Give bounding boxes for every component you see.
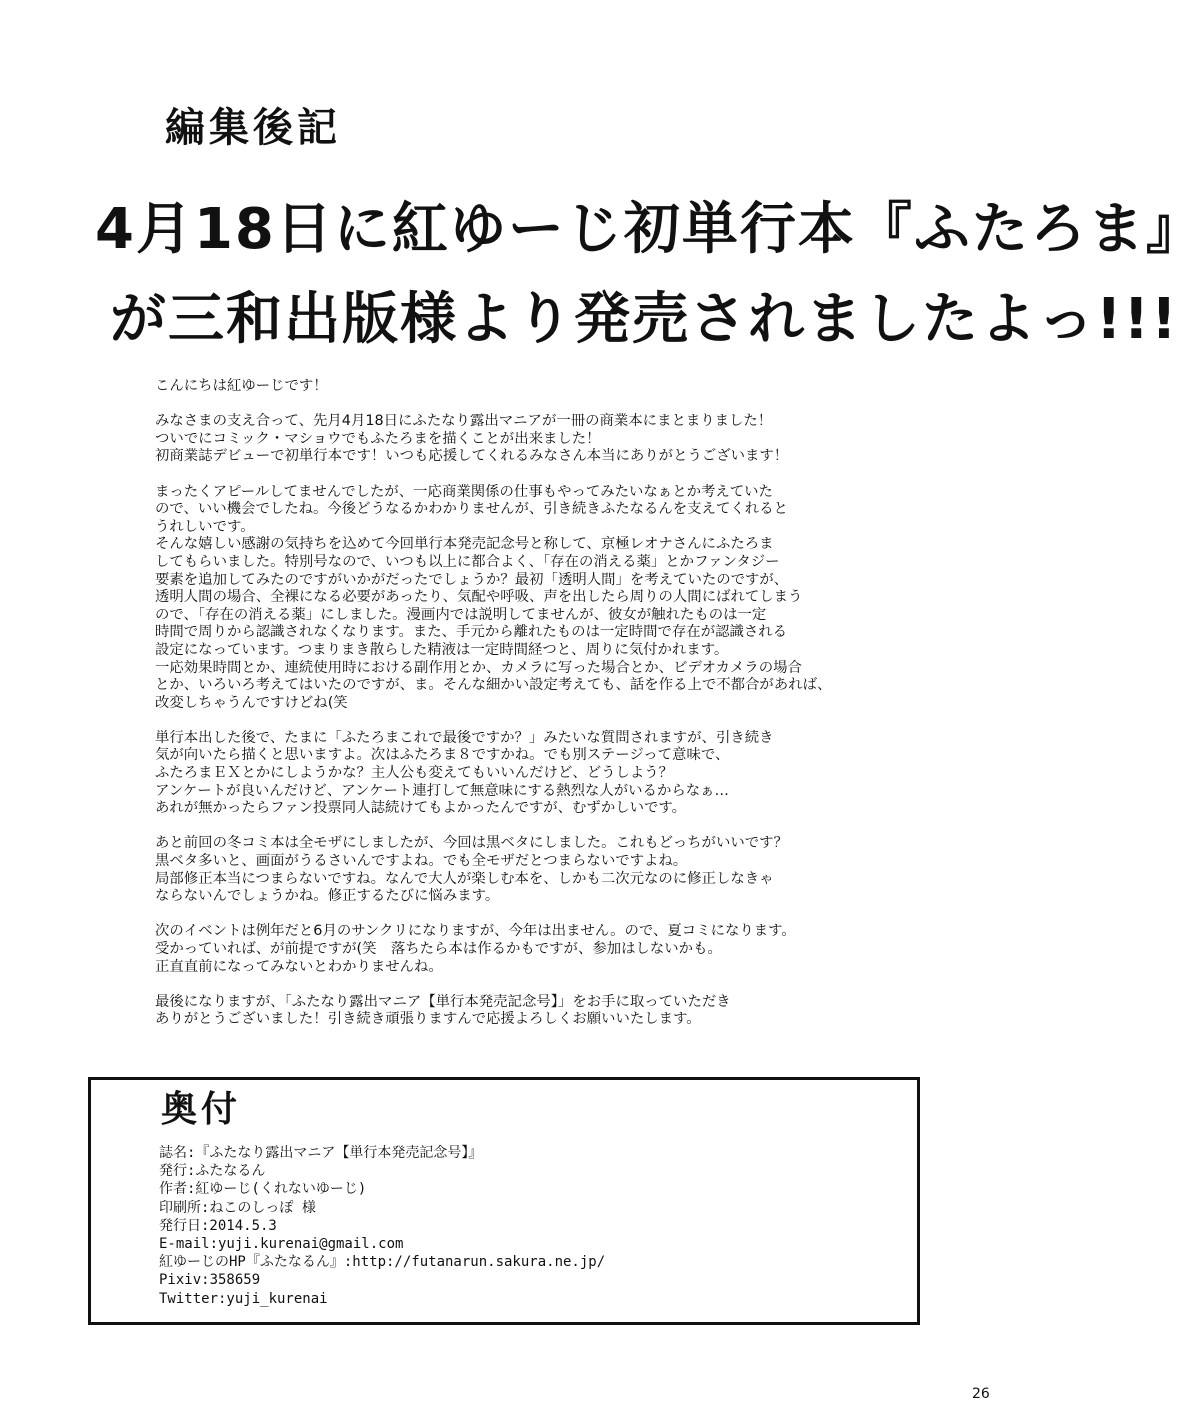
afterword-heading: 編集後記	[165, 105, 341, 151]
afterword-line: 正直直前になってみないとわかりませんね。	[155, 958, 443, 975]
colophon-twitter-line: Twitter:yuji_kurenai	[159, 1290, 328, 1307]
afterword-line: そんな嬉しい感謝の気持ちを込めて今回単行本発売記念号と称して、京極レオナさんにふたろま	[155, 536, 774, 553]
colophon-email-line: E-mail:yuji.kurenai@gmail.com	[159, 1236, 404, 1253]
afterword-line: 単行本出した後で、たまに「ふたろまこれで最後ですか？」みたいな質問されますが、引き続き	[155, 729, 774, 746]
afterword-line: ありがとうございました！引き続き頑張りますんで応援よろしくお願いいたします。	[155, 1011, 701, 1028]
afterword-line: 受かっていれば、が前提ですが(笑 落ちたら本は作るかもですが、参加はしないかも。	[155, 941, 722, 957]
afterword-line: 局部修正本当につまらないですね。なんで大人が楽しむ本を、しかも二次元なのに修正しなきゃ	[155, 870, 774, 887]
colophon-date-line: 発行日:2014.5.3	[159, 1217, 277, 1234]
afterword-line: ふたろまＥＸとかにしようかな？主人公も変えてもいいんだけど、どうしよう？	[155, 765, 674, 782]
afterword-line: こんにちは紅ゆーじです！	[155, 378, 328, 394]
afterword-line: あれが無かったらファン投票同人誌続けてもよかったんですが、むずかしいです。	[155, 800, 687, 817]
colophon-printer-line: 印刷所:ねこのしっぽ 様	[159, 1199, 316, 1216]
colophon-publisher-line: 発行:ふたなるん	[159, 1163, 266, 1180]
colophon-homepage-line: 紅ゆーじのHP『ふたなるん』:http://futanarun.sakura.ne.jp/	[159, 1254, 606, 1271]
colophon-list	[159, 1144, 605, 1308]
announcement-line: が三和出版様より発売されましたよっ!!!	[110, 287, 1179, 352]
afterword-line: とか、いろいろ考えてはいたのですが、ま。そんな細かい設定考えても、話を作る上で不都合があれば、	[155, 677, 832, 694]
colophon-author-line: 作者:紅ゆーじ(くれないゆーじ)	[159, 1181, 367, 1198]
afterword-line: 改変しちゃうんですけどね(笑	[155, 694, 348, 711]
colophon-box	[88, 1077, 920, 1325]
colophon-title: 奥付	[161, 1089, 242, 1130]
afterword-body	[155, 378, 945, 1047]
afterword-line: 要素を追加してみたのですがいかがだったでしょうか？最初「透明人間」を考えていたのですが、	[155, 571, 789, 588]
afterword-line: ついでにコミック・マショウでもふたろまを描くことが出来ました！	[155, 430, 601, 447]
afterword-paragraph	[155, 413, 945, 466]
afterword-line: 黒ベタ多いと、画面がうるさいんですよね。でも全モザだとつまらないですよね。	[155, 853, 688, 870]
afterword-paragraph	[155, 484, 945, 713]
afterword-paragraph	[155, 730, 945, 818]
afterword-paragraph	[155, 923, 945, 976]
afterword-line: 次のイベントは例年だと6月のサンクリになりますが、今年は出ません。ので、夏コミになります。	[155, 923, 796, 940]
afterword-line: うれしいです。	[155, 518, 255, 535]
afterword-paragraph	[155, 835, 945, 905]
afterword-line: アンケートが良いんだけど、アンケート連打して無意味にする熱烈な人がいるからなぁ…	[155, 782, 729, 799]
afterword-paragraph	[155, 994, 945, 1029]
afterword-line: あと前回の冬コミ本は全モザにしましたが、今回は黒ベタにしました。これもどっちがいいです？	[155, 835, 788, 852]
afterword-line: 最後になりますが、「ふたなり露出マニア【単行本発売記念号】」をお手に取っていただき	[155, 993, 731, 1010]
afterword-line: ので、「存在の消える薬」にしました。漫画内では説明してませんが、彼女が触れたものは一定	[155, 606, 767, 623]
afterword-line: ので、いい機会でしたね。今後どうなるかわかりませんが、引き続きふたなるんを支えてくれると	[155, 501, 788, 518]
colophon-title-line: 誌名:『ふたなり露出マニア【単行本発売記念号】』	[159, 1145, 483, 1161]
afterword-line: まったくアピールしてませんでしたが、一応商業関係の仕事もやってみたいなぁとか考えていた	[155, 483, 773, 500]
afterword-paragraph	[155, 378, 945, 396]
afterword-line: みなさまの支え合って、先月4月18日にふたなり露出マニアが一冊の商業本にまとまりました！	[155, 413, 773, 430]
afterword-line: 設定になっています。つまりまき散らした精液は一定時間経つと、周りに気付かれます。	[155, 641, 729, 658]
afterword-line: してもらいました。特別号なので、いつも以上に都合よく、「存在の消える薬」とかファンタジー	[155, 553, 780, 570]
announcement-line: 4月18日に紅ゆーじ初単行本『ふたろま』	[95, 197, 1204, 262]
afterword-line: 一応効果時間とか、連続使用時における副作用とか、カメラに写った場合とか、ビデオカメラの場合	[155, 659, 802, 676]
afterword-line: 時間で周りから認識されなくなります。また、手元から離れたものは一定時間で存在が認識される	[155, 624, 788, 641]
colophon-pixiv-line: Pixiv:358659	[159, 1272, 261, 1289]
afterword-line: ならないんでしょうかね。修正するたびに悩みます。	[155, 888, 500, 905]
release-announcement	[95, 185, 1204, 365]
page-number: 26	[972, 1386, 990, 1402]
afterword-line: 気が向いたら描くと思いますよ。次はふたろま８ですかね。でも別ステージって意味で、	[155, 747, 730, 764]
afterword-line: 初商業誌デビューで初単行本です！いつも応援してくれるみなさん本当にありがとうございます！	[155, 448, 789, 465]
afterword-line: 透明人間の場合、全裸になる必要があったり、気配や呼吸、声を出したら周りの人間にばれてしまう	[155, 589, 803, 606]
